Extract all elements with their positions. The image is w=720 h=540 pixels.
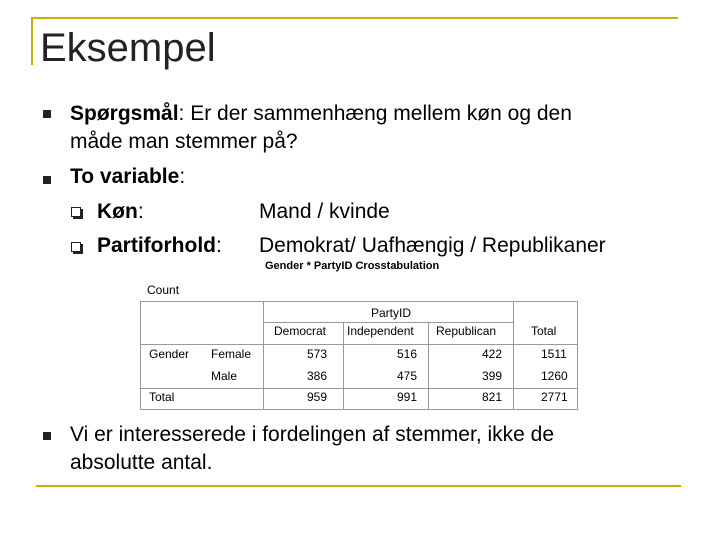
cell-value: 1511 (541, 347, 567, 361)
col-divider-2 (343, 323, 344, 409)
cell-value: 821 (482, 390, 503, 404)
partyid-header: PartyID (371, 306, 412, 320)
col-divider-3 (428, 323, 429, 409)
bottom-rule (36, 485, 681, 487)
bullet-marker (43, 110, 51, 118)
col-divider-1 (263, 301, 264, 409)
col-header-total: Total (531, 324, 557, 338)
sub-bullet-gender (97, 199, 144, 225)
total-divider (140, 388, 577, 389)
cell-value: 422 (482, 347, 503, 361)
col-divider-4 (513, 301, 514, 409)
gender-values: Mand / kvinde (259, 200, 390, 223)
table-border-right (577, 301, 578, 409)
crosstab-title: Gender * PartyID Crosstabulation (265, 260, 440, 272)
cell-value: 516 (397, 347, 418, 361)
sub-bullet-marker (71, 207, 81, 217)
bullet-question (70, 101, 572, 127)
question-text-line2: måde man stemmer på? (70, 130, 298, 153)
gender-label: Køn (97, 200, 138, 223)
question-text: : Er der sammenhæng mellem køn og den (178, 102, 572, 125)
cell-value: 1260 (541, 369, 568, 383)
cell-value: 386 (307, 369, 328, 383)
cell-value: 991 (397, 390, 418, 404)
row-label-male: Male (211, 369, 238, 383)
conclusion-line1: Vi er interesserede i fordelingen af stemmer, ikke de (70, 423, 555, 446)
cell-value: 475 (397, 369, 418, 383)
bullet-marker (43, 176, 51, 184)
slide-title: Eksempel (40, 26, 216, 70)
col-header-republican: Republican (436, 324, 497, 338)
table-border-bottom (140, 409, 578, 410)
bullet-variables (70, 164, 185, 190)
variables-colon: : (179, 165, 186, 188)
party-colon: : (216, 234, 222, 257)
header-divider (140, 344, 577, 345)
bullet-marker (43, 432, 51, 440)
row-var-label: Gender (149, 347, 190, 361)
total-label: Total (149, 390, 175, 404)
row-label-female: Female (211, 347, 252, 361)
table-border-left (140, 301, 141, 409)
count-label: Count (147, 283, 180, 297)
cell-value: 2771 (541, 390, 568, 404)
cell-value: 573 (307, 347, 328, 361)
col-header-independent: Independent (347, 324, 414, 338)
party-values: Demokrat/ Uafhængig / Republikaner (259, 234, 606, 257)
table-border-top (140, 301, 577, 302)
col-header-democrat: Democrat (274, 324, 327, 338)
left-rule (31, 17, 33, 65)
question-label: Spørgsmål (70, 102, 179, 125)
top-rule (31, 17, 678, 19)
partyid-underline (263, 322, 513, 323)
cell-value: 959 (307, 390, 328, 404)
gender-colon: : (137, 200, 144, 223)
cell-value: 399 (482, 369, 503, 383)
sub-bullet-marker (71, 242, 81, 252)
variables-label: To variable (70, 165, 180, 188)
conclusion-line2: absolutte antal. (70, 451, 213, 474)
party-label: Partiforhold (97, 234, 216, 257)
sub-bullet-party (97, 233, 222, 259)
